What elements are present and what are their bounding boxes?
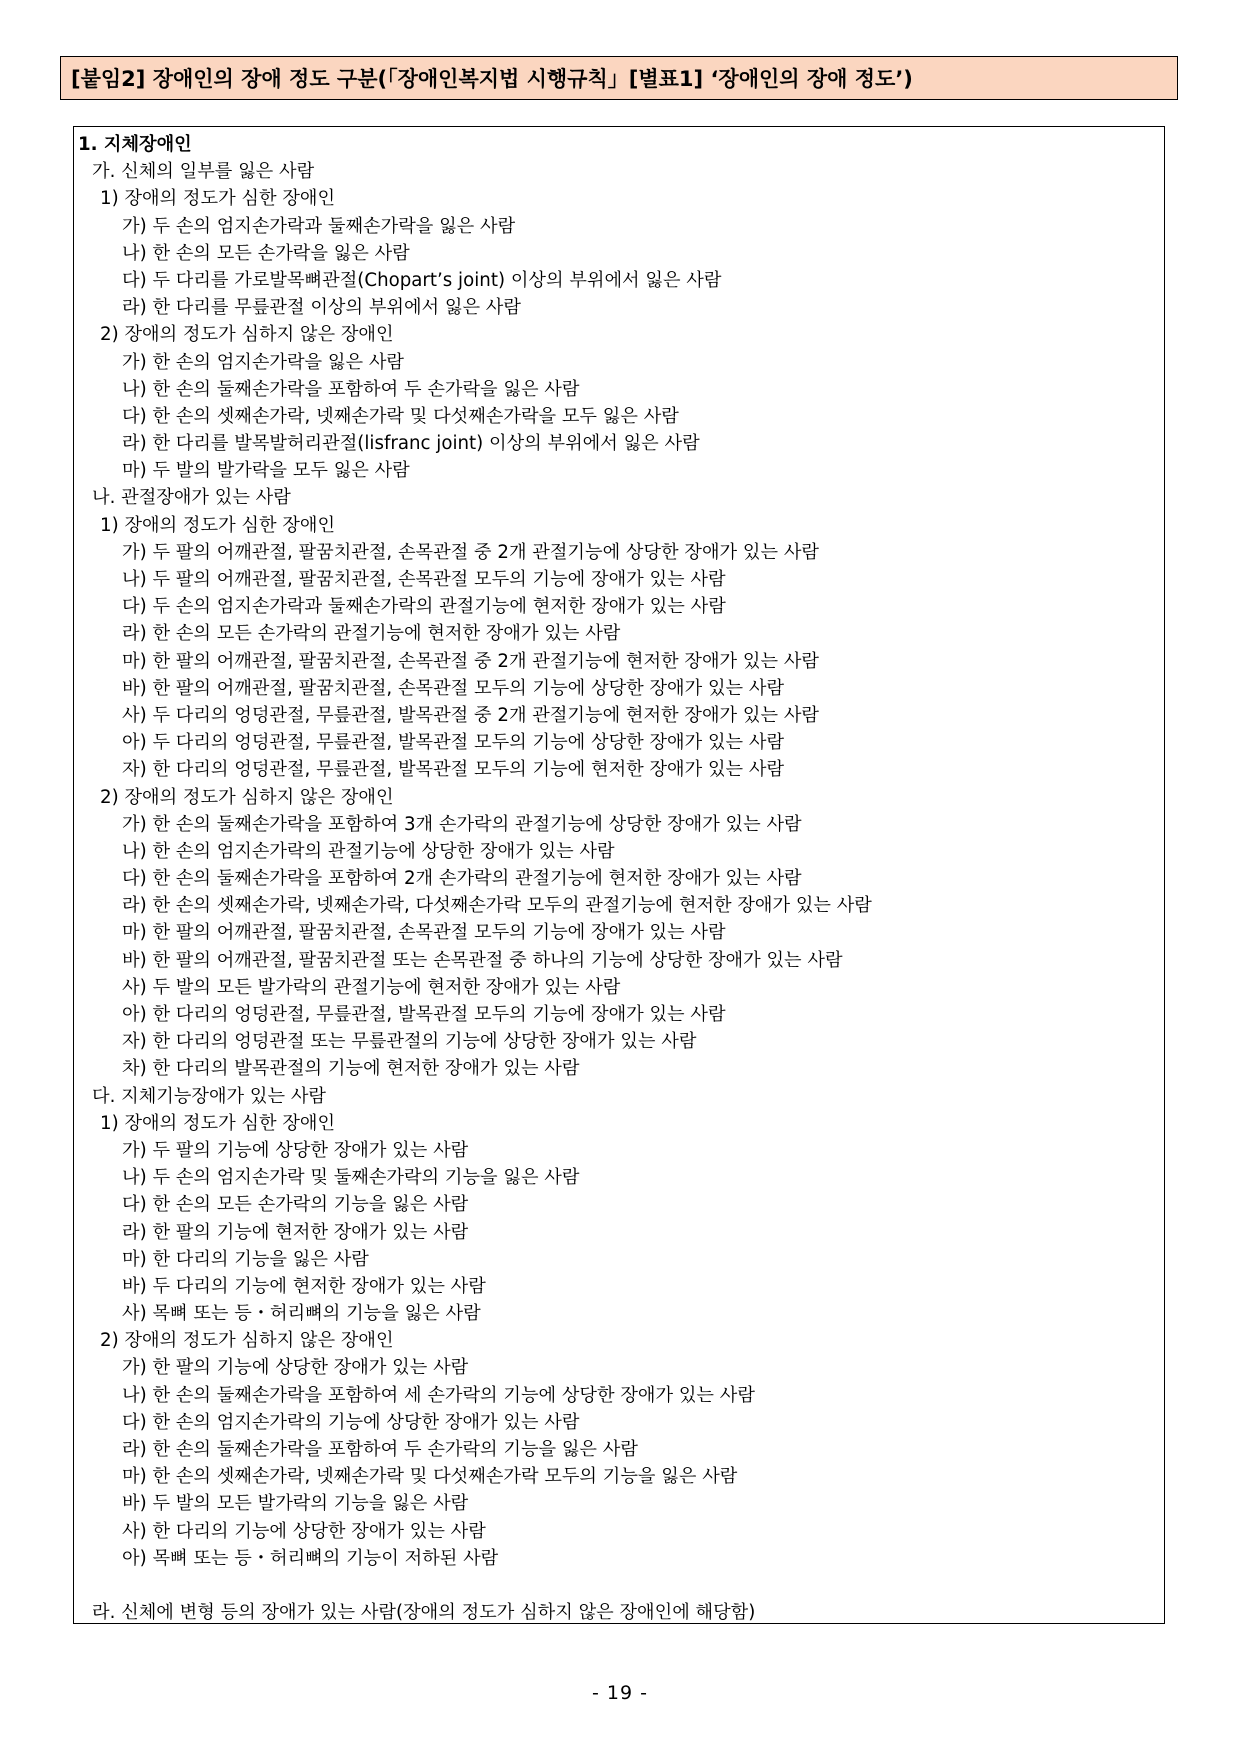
list-item: 차) 한 다리의 발목관절의 기능에 현저한 장애가 있는 사람	[122, 1058, 580, 1080]
group-heading-ra: 라. 신체에 변형 등의 장애가 있는 사람(장애의 정도가 심하지 않은 장애인에 해당함)	[92, 1602, 756, 1624]
list-item: 자) 한 다리의 엉덩관절, 무릎관절, 발목관절 모두의 기능에 현저한 장애가 있는 사람	[122, 759, 785, 781]
subgroup-heading: 1) 장애의 정도가 심한 장애인	[100, 188, 336, 210]
document-title: [붙임2] 장애인의 장애 정도 구분(「장애인복지법 시행규칙」[별표1] ‘장애인의 장애 정도’)	[71, 67, 913, 91]
list-item: 가) 두 팔의 어깨관절, 팔꿈치관절, 손목관절 중 2개 관절기능에 상당한 장애가 있는 사람	[122, 541, 819, 563]
list-item: 나) 한 손의 엄지손가락의 관절기능에 상당한 장애가 있는 사람	[122, 840, 615, 862]
group-heading-na: 나. 관절장애가 있는 사람	[92, 487, 291, 509]
content-box	[73, 126, 1165, 1624]
list-item: 라) 한 다리를 발목발허리관절(lisfranc joint) 이상의 부위에서 잃은 사람	[122, 433, 700, 455]
list-item: 다) 한 손의 둘째손가락을 포함하여 2개 손가락의 관절기능에 현저한 장애가 있는 사람	[122, 868, 802, 890]
list-item: 나) 두 손의 엄지손가락 및 둘째손가락의 기능을 잃은 사람	[122, 1167, 580, 1189]
list-item: 사) 한 다리의 기능에 상당한 장애가 있는 사람	[122, 1520, 486, 1542]
group-heading-ga: 가. 신체의 일부를 잃은 사람	[92, 161, 315, 183]
list-item: 다) 한 손의 엄지손가락의 기능에 상당한 장애가 있는 사람	[122, 1411, 580, 1433]
section-heading: 1. 지체장애인	[78, 134, 192, 155]
list-item: 라) 한 손의 둘째손가락을 포함하여 두 손가락의 기능을 잃은 사람	[122, 1439, 638, 1460]
list-item: 다) 한 손의 셋째손가락, 넷째손가락 및 다섯째손가락을 모두 잃은 사람	[122, 405, 679, 427]
list-item: 다) 두 손의 엄지손가락과 둘째손가락의 관절기능에 현저한 장애가 있는 사람	[122, 596, 726, 618]
blank-line	[78, 1572, 1164, 1599]
list-item: 자) 한 다리의 엉덩관절 또는 무릎관절의 기능에 상당한 장애가 있는 사람	[122, 1031, 697, 1053]
list-item: 나) 한 손의 둘째손가락을 포함하여 두 손가락을 잃은 사람	[122, 378, 580, 400]
list-item: 가) 한 손의 둘째손가락을 포함하여 3개 손가락의 관절기능에 상당한 장애가 있는 사람	[122, 813, 802, 835]
list-item: 바) 두 다리의 기능에 현저한 장애가 있는 사람	[122, 1275, 486, 1297]
subgroup-heading: 2) 장애의 정도가 심하지 않은 장애인	[100, 786, 394, 808]
list-item: 아) 두 다리의 엉덩관절, 무릎관절, 발목관절 모두의 기능에 상당한 장애가 있는 사람	[122, 732, 785, 754]
group-heading-da: 다. 지체기능장애가 있는 사람	[92, 1085, 326, 1107]
list-item: 아) 목뼈 또는 등・허리뼈의 기능이 저하된 사람	[122, 1547, 499, 1569]
list-item: 가) 두 팔의 기능에 상당한 장애가 있는 사람	[122, 1139, 469, 1161]
list-item: 나) 한 손의 모든 손가락을 잃은 사람	[122, 242, 410, 264]
list-item: 사) 목뼈 또는 등・허리뼈의 기능을 잃은 사람	[122, 1303, 481, 1325]
list-item: 나) 두 팔의 어깨관절, 팔꿈치관절, 손목관절 모두의 기능에 장애가 있는 사람	[122, 569, 726, 590]
list-item: 나) 한 손의 둘째손가락을 포함하여 세 손가락의 기능에 상당한 장애가 있는 사람	[122, 1384, 755, 1406]
list-item: 가) 한 손의 엄지손가락을 잃은 사람	[122, 351, 404, 373]
list-item: 가) 두 손의 엄지손가락과 둘째손가락을 잃은 사람	[122, 215, 516, 237]
subgroup-heading: 2) 장애의 정도가 심하지 않은 장애인	[100, 1330, 394, 1352]
list-item: 마) 한 팔의 어깨관절, 팔꿈치관절, 손목관절 모두의 기능에 장애가 있는 사람	[122, 922, 726, 944]
list-item: 마) 한 다리의 기능을 잃은 사람	[122, 1248, 369, 1270]
subgroup-heading: 2) 장애의 정도가 심하지 않은 장애인	[100, 324, 394, 346]
list-item: 가) 한 팔의 기능에 상당한 장애가 있는 사람	[122, 1357, 469, 1379]
page-number: - 19 -	[592, 1682, 648, 1704]
list-item: 바) 한 팔의 어깨관절, 팔꿈치관절 또는 손목관절 중 하나의 기능에 상당한 장애가 있는 사람	[122, 949, 843, 971]
list-item: 사) 두 발의 모든 발가락의 관절기능에 현저한 장애가 있는 사람	[122, 976, 621, 998]
subgroup-heading: 1) 장애의 정도가 심한 장애인	[100, 514, 336, 536]
list-item: 마) 두 발의 발가락을 모두 잃은 사람	[122, 460, 410, 482]
list-item: 사) 두 다리의 엉덩관절, 무릎관절, 발목관절 중 2개 관절기능에 현저한 장애가 있는 사람	[122, 704, 819, 726]
list-item: 아) 한 다리의 엉덩관절, 무릎관절, 발목관절 모두의 기능에 장애가 있는 사람	[122, 1004, 726, 1025]
list-item: 라) 한 손의 셋째손가락, 넷째손가락, 다섯째손가락 모두의 관절기능에 현저한 장애가 있는 사람	[122, 895, 872, 917]
list-item: 라) 한 팔의 기능에 현저한 장애가 있는 사람	[122, 1221, 469, 1243]
list-item: 바) 한 팔의 어깨관절, 팔꿈치관절, 손목관절 모두의 기능에 상당한 장애가 있는 사람	[122, 677, 785, 699]
list-item: 라) 한 손의 모든 손가락의 관절기능에 현저한 장애가 있는 사람	[122, 623, 621, 645]
list-item: 다) 한 손의 모든 손가락의 기능을 잃은 사람	[122, 1194, 469, 1216]
list-item: 바) 두 발의 모든 발가락의 기능을 잃은 사람	[122, 1493, 469, 1515]
list-item: 마) 한 손의 셋째손가락, 넷째손가락 및 다섯째손가락 모두의 기능을 잃은 사람	[122, 1466, 738, 1488]
list-item: 다) 두 다리를 가로발목뼈관절(Chopart’s joint) 이상의 부위에서 잃은 사람	[122, 269, 722, 291]
subgroup-heading: 1) 장애의 정도가 심한 장애인	[100, 1112, 336, 1134]
list-item: 라) 한 다리를 무릎관절 이상의 부위에서 잃은 사람	[122, 297, 521, 319]
document-title-box	[60, 56, 1178, 100]
list-item: 마) 한 팔의 어깨관절, 팔꿈치관절, 손목관절 중 2개 관절기능에 현저한 장애가 있는 사람	[122, 650, 819, 672]
